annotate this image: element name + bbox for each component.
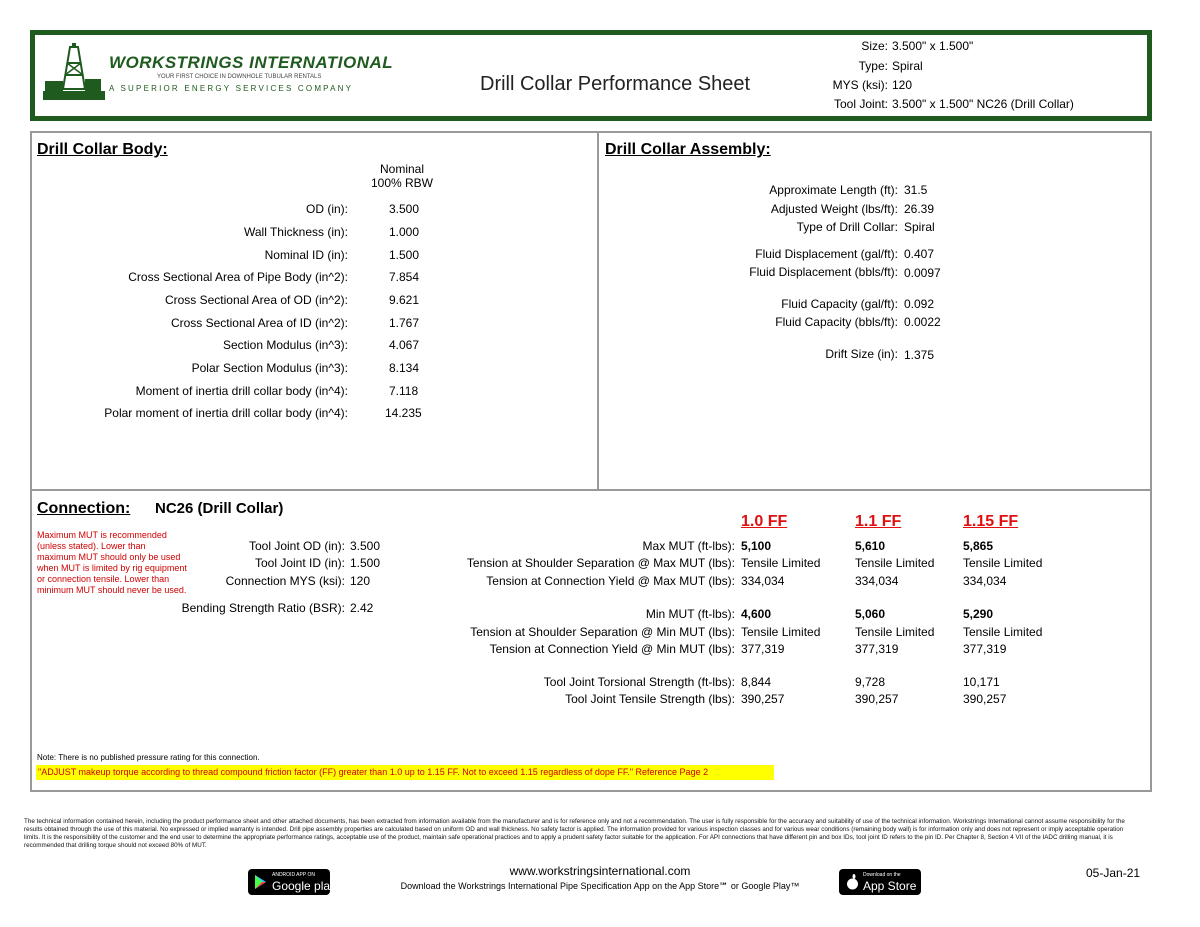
connection-row-label: Tension at Shoulder Separation @ Max MUT (lbs): <box>466 556 735 570</box>
connection-value-1-15: Tensile Limited <box>963 556 1043 570</box>
connection-row-label: Tool Joint Tensile Strength (lbs): <box>565 692 735 706</box>
spec-value: Spiral <box>892 59 923 73</box>
body-row-label: OD (in): <box>306 202 348 216</box>
pressure-note: Note: There is no published pressure rating for this connection. <box>37 753 260 762</box>
assembly-row-value: 0.407 <box>904 247 935 261</box>
assembly-row-value: 0.0022 <box>904 315 941 329</box>
connection-row-label: Tension at Shoulder Separation @ Min MUT (lbs): <box>470 625 735 639</box>
assembly-row-value: 26.39 <box>904 202 935 216</box>
body-row-value: 8.134 <box>389 361 420 375</box>
connection-value-1-0: 377,319 <box>741 642 785 656</box>
download-app-text: Download the Workstrings International Pipe Specification App on the App Store℠ or Google Play™ <box>400 881 800 891</box>
connection-value-1-15: 334,034 <box>963 574 1007 588</box>
connection-value-1-1: 5,610 <box>855 539 886 553</box>
document-title: Drill Collar Performance Sheet <box>480 73 751 95</box>
body-row-value: 1.500 <box>389 248 420 262</box>
disclaimer-text: The technical information contained herein, including the product performance sheet and other attached documents, has been extracted from information available from the manufacturer and is for reference only and not a recommendation. The user is fully responsible for the accuracy and suitability of use of the technical information. Workstrings International cannot assume responsibility for the results obtained through the use of this material. No expressed or implied warranty is intended. Drill pipe assembly properties are calculated based on uniform OD and wall thickness. No safety factor is applied. The information provided for various inspection classes and for various wear conditions (remaining body wall) is for information only and does not represent or imply acceptable operation limits. It is the responsibility of the customer and the end user to determine the appropriate performance ratings, acceptable use of the product, maintain safe operational practices and to apply a prudent safety factor suitable for the application. For API connections that have different pin and box IDs, tool joint ID refers to the pin ID. Per Chapter 8, Section 4 VII of the IADC drilling manual, it is recommended that drilling torque should not exceed 80% of MUT. <box>24 818 1125 849</box>
brand-subtitle: A SUPERIOR ENERGY SERVICES COMPANY <box>109 84 354 93</box>
connection-value-1-15: 377,319 <box>963 642 1007 656</box>
body-row-value: 7.118 <box>389 384 419 398</box>
body-row-label: Polar Section Modulus (in^3): <box>191 361 348 375</box>
body-row-value: 1.767 <box>389 316 420 330</box>
assembly-row-label: Approximate Length (ft): <box>769 183 898 197</box>
connection-row-label: Tool Joint Torsional Strength (ft-lbs): <box>543 675 735 689</box>
adjust-torque-note: "ADJUST makeup torque according to thread compound friction factor (FF) greater than 1.0 up to 1.15 FF. Not to exceed 1.15 regardless of dope FF." Reference Page 2 <box>36 765 774 780</box>
assembly-row-label: Fluid Displacement (bbls/ft): <box>749 265 898 279</box>
connection-row-label: Max MUT (ft-lbs): <box>642 539 735 553</box>
connection-value-1-1: Tensile Limited <box>855 556 935 570</box>
connection-value-1-15: 390,257 <box>963 692 1007 706</box>
spec-value: 3.500" x 1.500" NC26 (Drill Collar) <box>892 97 1074 111</box>
connection-value-1-15: 5,290 <box>963 607 994 621</box>
connection-value-1-1: 334,034 <box>855 574 899 588</box>
connection-name: NC26 (Drill Collar) <box>155 500 284 517</box>
connection-row-label: Tension at Connection Yield @ Max MUT (lbs): <box>486 574 735 588</box>
spec-label: Type: <box>858 59 888 73</box>
tool-joint-value: 1.500 <box>350 556 381 570</box>
connection-value-1-0: 4,600 <box>741 607 772 621</box>
connection-row-label: Tension at Connection Yield @ Min MUT (lbs): <box>489 642 735 656</box>
google-play-badge[interactable] <box>248 869 337 895</box>
tool-joint-label: Tool Joint ID (in): <box>254 556 345 570</box>
google-play-icon <box>254 875 267 889</box>
connection-value-1-0: Tensile Limited <box>741 556 821 570</box>
website-link[interactable] <box>0 864 1200 878</box>
body-row-label: Cross Sectional Area of Pipe Body (in^2): <box>128 270 348 284</box>
connection-value-1-0: 8,844 <box>741 675 772 689</box>
assembly-row-label: Fluid Capacity (bbls/ft): <box>775 315 898 329</box>
section-divider <box>30 489 1152 491</box>
assembly-row-value: 1.375 <box>904 348 935 362</box>
spec-label: Size: <box>861 39 888 53</box>
assembly-section-title: Drill Collar Assembly: <box>605 141 771 158</box>
ff-header-1-1: 1.1 FF <box>855 513 902 530</box>
ff-header-1-15: 1.15 FF <box>963 513 1019 530</box>
apple-icon <box>846 874 859 890</box>
body-row-value: 7.854 <box>389 270 420 284</box>
assembly-row-value: Spiral <box>904 220 935 234</box>
brand-tagline: YOUR FIRST CHOICE IN DOWNHOLE TUBULAR RENTALS <box>157 74 322 80</box>
connection-value-1-15: 5,865 <box>963 539 994 553</box>
header-banner <box>30 30 1152 121</box>
document-date: 05-Jan-21 <box>1086 866 1141 880</box>
app-store-big-text: App Store <box>863 879 917 893</box>
ff-header-1-0: 1.0 FF <box>741 513 788 530</box>
connection-value-1-1: 9,728 <box>855 675 886 689</box>
connection-value-1-15: 10,171 <box>963 675 1000 689</box>
body-row-label: Cross Sectional Area of OD (in^2): <box>164 293 348 307</box>
connection-value-1-1: 377,319 <box>855 642 899 656</box>
body-row-value: 3.500 <box>389 202 420 216</box>
body-row-label: Polar moment of inertia drill collar body (in^4): <box>104 406 348 420</box>
connection-section-title: Connection: <box>37 500 131 517</box>
brand-name: WORKSTRINGS INTERNATIONAL <box>109 53 394 72</box>
body-row-value: 9.621 <box>389 293 420 307</box>
nominal-header-text: Nominal 100% RBW <box>370 162 434 190</box>
body-row-label: Nominal ID (in): <box>264 248 348 262</box>
tool-joint-label: Bending Strength Ratio (BSR): <box>181 601 345 615</box>
tool-joint-value: 3.500 <box>350 539 381 553</box>
connection-row-label: Min MUT (ft-lbs): <box>645 607 735 621</box>
assembly-row-label: Fluid Displacement (gal/ft): <box>755 247 898 261</box>
assembly-row-value: 31.5 <box>904 183 928 197</box>
connection-value-1-0: 334,034 <box>741 574 785 588</box>
connection-value-1-15: Tensile Limited <box>963 625 1043 639</box>
spec-label: MYS (ksi): <box>832 78 888 92</box>
tool-joint-value: 2.42 <box>350 601 374 615</box>
spec-value: 120 <box>892 78 913 92</box>
company-logo <box>43 43 394 105</box>
connection-value-1-0: 390,257 <box>741 692 785 706</box>
connection-value-1-1: 5,060 <box>855 607 886 621</box>
body-row-label: Cross Sectional Area of ID (in^2): <box>170 316 348 330</box>
assembly-row-label: Adjusted Weight (lbs/ft): <box>770 202 898 216</box>
body-row-value: 1.000 <box>389 225 420 239</box>
connection-value-1-0: Tensile Limited <box>741 625 821 639</box>
mut-warning-text: Maximum MUT is recommended (unless stated). Lower than maximum MUT should only be used when MUT is limited by rig equipment or connection tensile. Lower than minimum MUT should never be used. <box>37 530 187 595</box>
assembly-row-label: Type of Drill Collar: <box>796 220 898 234</box>
connection-value-1-1: 390,257 <box>855 692 899 706</box>
body-row-label: Wall Thickness (in): <box>243 225 348 239</box>
assembly-row-label: Drift Size (in): <box>825 347 898 361</box>
body-row-value: 4.067 <box>389 338 420 352</box>
tool-joint-value: 120 <box>350 574 371 588</box>
google-play-big-text: Google play <box>272 879 337 893</box>
connection-value-1-1: Tensile Limited <box>855 625 935 639</box>
body-row-label: Section Modulus (in^3): <box>222 338 348 352</box>
tool-joint-label: Tool Joint OD (in): <box>248 539 345 553</box>
drilling-rig-icon <box>43 43 105 105</box>
app-store-badge[interactable] <box>839 869 921 895</box>
connection-value-1-0: 5,100 <box>741 539 772 553</box>
assembly-row-label: Fluid Capacity (gal/ft): <box>781 297 898 311</box>
assembly-row-value: 0.0097 <box>904 266 941 280</box>
spec-label: Tool Joint: <box>833 97 888 111</box>
body-section-title: Drill Collar Body: <box>37 141 168 158</box>
spec-value: 3.500" x 1.500" <box>892 39 974 53</box>
body-row-value: 14.235 <box>385 406 422 420</box>
app-store-small-text: Download on the <box>863 872 901 878</box>
google-play-small-text: ANDROID APP ON <box>272 872 315 878</box>
column-divider <box>597 131 599 490</box>
nominal-column-header <box>360 162 444 190</box>
assembly-row-value: 0.092 <box>904 297 935 311</box>
body-row-label: Moment of inertia drill collar body (in^4): <box>135 384 348 398</box>
website-text[interactable]: www.workstringsinternational.com <box>509 864 691 878</box>
tool-joint-label: Connection MYS (ksi): <box>225 574 345 588</box>
